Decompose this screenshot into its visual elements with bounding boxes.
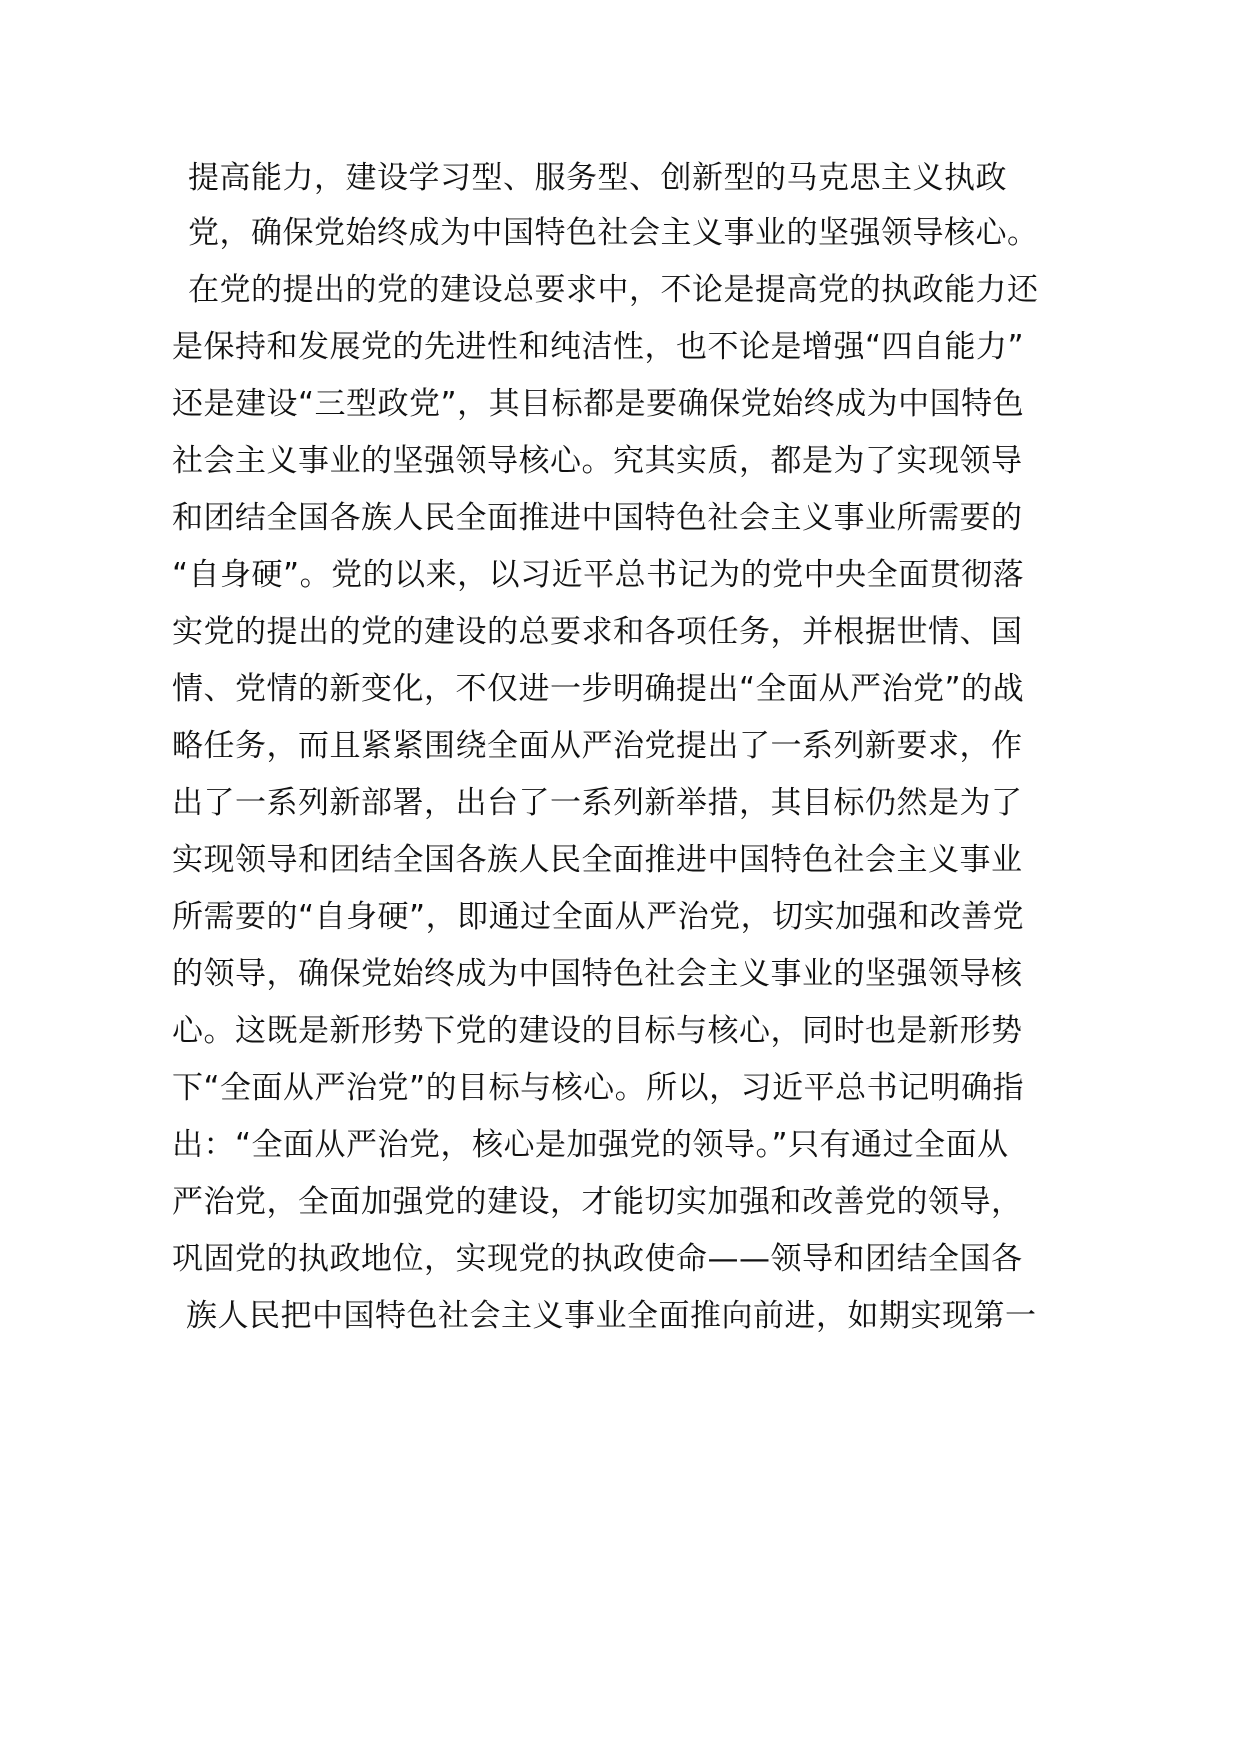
text-line: 心。这既是新形势下党的建设的目标与核心，同时也是新形势 (172, 1013, 1023, 1049)
text-line: 的领导，确保党始终成为中国特色社会主义事业的坚强领导核 (172, 956, 1023, 992)
text-line: 还是建设“三型政党”，其目标都是要确保党始终成为中国特色 (172, 386, 1025, 422)
text-line: 实现领导和团结全国各族人民全面推进中国特色社会主义事业 (172, 842, 1023, 878)
text-line: 巩固党的执政地位，实现党的执政使命——领导和团结全国各 (172, 1241, 1023, 1277)
text-line: 略任务，而且紧紧围绕全面从严治党提出了一系列新要求，作 (172, 728, 1023, 764)
text-line: 在党的提出的党的建设总要求中，不论是提高党的执政能力还 (188, 272, 1039, 308)
text-line: 族人民把中国特色社会主义事业全面推向前进，如期实现第一 (186, 1298, 1037, 1334)
text-line: 社会主义事业的坚强领导核心。究其实质，都是为了实现领导 (172, 443, 1023, 479)
text-line: 下“全面从严治党”的目标与核心。所以，习近平总书记明确指 (172, 1070, 1025, 1106)
text-line: 实党的提出的党的建设的总要求和各项任务，并根据世情、国 (172, 614, 1023, 650)
text-line: 严治党，全面加强党的建设，才能切实加强和改善党的领导， (172, 1184, 1023, 1220)
text-line: 出了一系列新部署，出台了一系列新举措，其目标仍然是为了 (172, 785, 1023, 821)
text-line: 党，确保党始终成为中国特色社会主义事业的坚强领导核心。 (188, 215, 1039, 251)
text-line: 出：“全面从严治党，核心是加强党的领导。”只有通过全面从 (172, 1127, 1009, 1163)
text-line: 情、党情的新变化，不仅进一步明确提出“全面从严治党”的战 (172, 671, 1025, 707)
text-line: 提高能力，建设学习型、服务型、创新型的马克思主义执政 (188, 160, 1007, 196)
text-line: 和团结全国各族人民全面推进中国特色社会主义事业所需要的 (172, 500, 1023, 536)
text-line: 所需要的“自身硬”，即通过全面从严治党，切实加强和改善党 (172, 899, 1025, 935)
text-line: “自身硬”。党的以来，以习近平总书记为的党中央全面贯彻落 (172, 557, 1025, 593)
text-line: 是保持和发展党的先进性和纯洁性，也不论是增强“四自能力” (172, 329, 1025, 365)
